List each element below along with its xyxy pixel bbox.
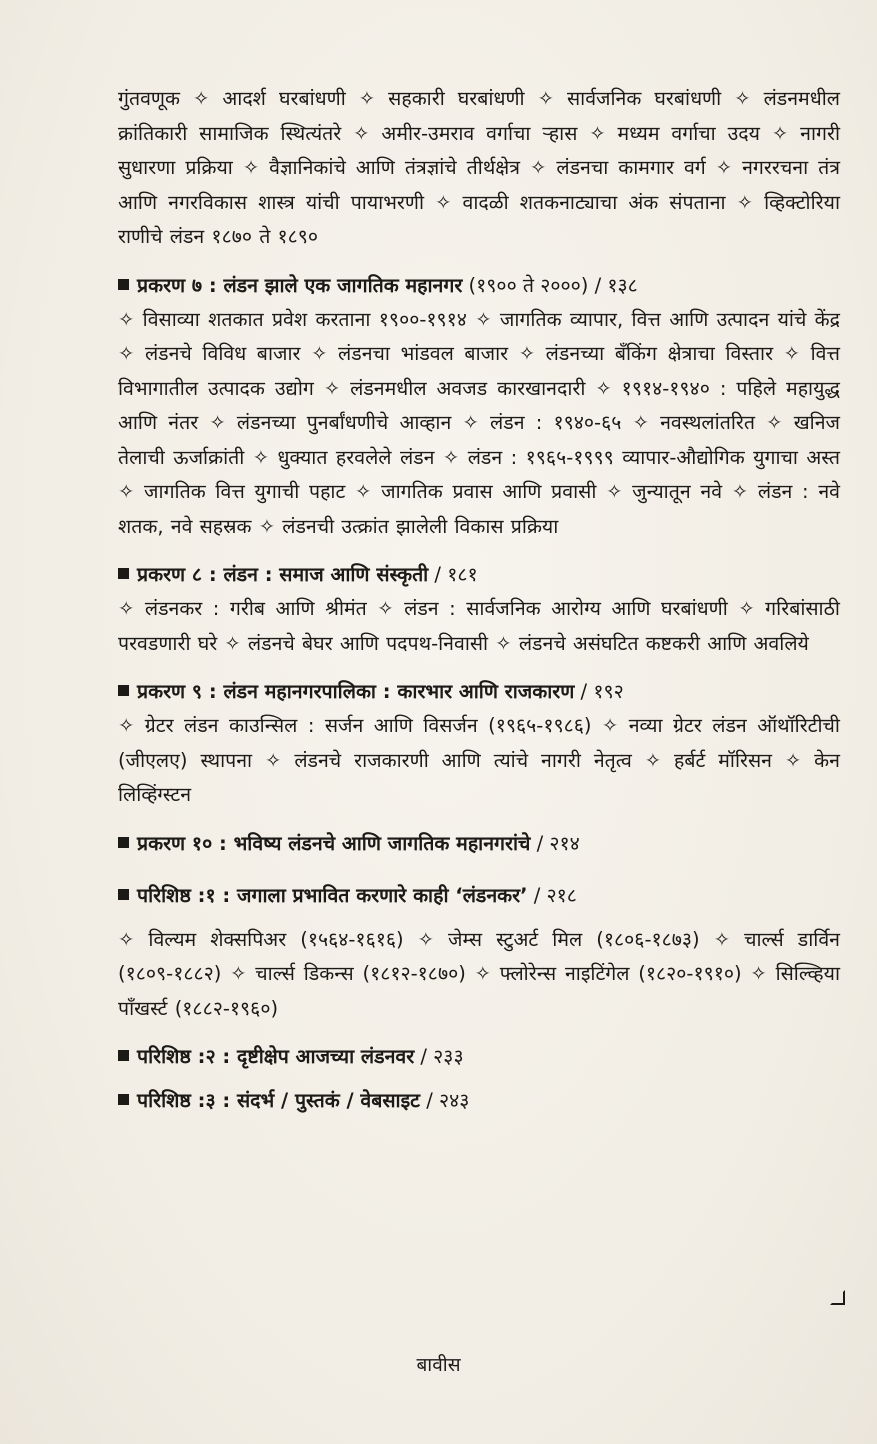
chapter-6-topics: गुंतवणूक ✧ आदर्श घरबांधणी ✧ सहकारी घरबांधणी ✧ सार्वजनिक घरबांधणी ✧ लंडनमधील क्रांतिकारी सामाजिक स्थित्यंतरे ✧ अमीर-उमराव वर्गाचा ऱ्हास ✧ मध्यम वर्गाचा उदय ✧ नागरी सुधारणा प्रक्रिया ✧ वैज्ञानिकांचे आणि तंत्रज्ञांचे तीर्थक्षेत्र ✧ लंडनचा कामगार वर्ग ✧ नगररचना तंत्र आणि नगरविकास शास्त्र यांची पायाभरणी ✧ वादळी शतकनाट्याचा अंक संपताना ✧ व्हिक्टोरिया राणीचे लंडन १८७० ते १८९०	[118, 87, 840, 248]
chapter-7-heading	[118, 269, 840, 303]
chapter-10-heading	[118, 827, 840, 861]
appendix-2-page: / २३३	[414, 1045, 464, 1068]
bullet-square-icon	[118, 837, 129, 848]
chapter-8-page: / १८१	[428, 563, 478, 586]
appendix-2-heading	[118, 1040, 840, 1074]
end-mark-icon	[830, 1290, 845, 1305]
chapter-10-title: प्रकरण १० : भविष्य लंडनचे आणि जागतिक महानगरांचे	[137, 831, 531, 855]
appendix-1-heading	[118, 879, 840, 913]
bullet-square-icon	[118, 685, 129, 696]
chapter-8-heading	[118, 558, 840, 592]
page-number: बावीस	[416, 1354, 461, 1376]
appendix-1-topics: ✧ विल्यम शेक्सपिअर (१५६४-१६१६) ✧ जेम्स स्टुअर्ट मिल (१८०६-१८७३) ✧ चार्ल्स डार्विन (१८०९-१८८२) ✧ चार्ल्स डिकन्स (१८१२-१८७०) ✧ फ्लोरेन्स नाइटिंगेल (१८२०-१९१०) ✧ सिल्व्हिया पॉंखर्स्ट (१८८२-१९६०)	[118, 927, 840, 1020]
appendix-1-title: परिशिष्ठ :१ : जगाला प्रभावित करणारे काही ‘लंडनकर’	[137, 883, 528, 907]
chapter-7-page: (१९०० ते २०००) / १३८	[462, 273, 638, 297]
chapter-8-topics: ✧ लंडनकर : गरीब आणि श्रीमंत ✧ लंडन : सार्वजनिक आरोग्य आणि घरबांधणी ✧ गरिबांसाठी परवडणारी घरे ✧ लंडनचे बेघर आणि पदपथ-निवासी ✧ लंडनचे असंघटित कष्टकरी आणि अवलिये	[118, 597, 840, 655]
appendix-3-heading	[118, 1084, 840, 1118]
bullet-square-icon	[118, 568, 129, 579]
chapter-10-page: / २१४	[530, 831, 580, 855]
appendix-2-title: परिशिष्ठ :२ : दृष्टीक्षेप आजच्या लंडनवर	[137, 1045, 415, 1068]
chapter-7-title: प्रकरण ७ : लंडन झाले एक जागतिक महानगर	[137, 273, 463, 297]
bullet-square-icon	[118, 279, 129, 290]
table-of-contents	[118, 82, 840, 1118]
chapter-9-heading	[118, 675, 840, 709]
chapter-7-topics: ✧ विसाव्या शतकात प्रवेश करताना १९००-१९१४ ✧ जागतिक व्यापार, वित्त आणि उत्पादन यांचे केंद्र ✧ लंडनचे विविध बाजार ✧ लंडनचा भांडवल बाजार ✧ लंडनच्या बँकिंग क्षेत्राचा विस्तार ✧ वित्त विभागातील उत्पादक उद्योग ✧ लंडनमधील अवजड कारखानदारी ✧ १९१४-१९४० : पहिले महायुद्ध आणि नंतर ✧ लंडनच्या पुनर्बांधणीचे आव्हान ✧ लंडन : १९४०-६५ ✧ नवस्थलांतरित ✧ खनिज तेलाची ऊर्जाक्रांती ✧ धुक्यात हरवलेले लंडन ✧ लंडन : १९६५-१९९९ व्यापार-औद्योगिक युगाचा अस्त ✧ जागतिक वित्त युगाची पहाट ✧ जागतिक प्रवास आणि प्रवासी ✧ जुन्यातून नवे ✧ लंडन : नवे शतक, नवे सहस्रक ✧ लंडनची उत्क्रांत झालेली विकास प्रक्रिया	[118, 307, 840, 538]
chapter-8-title: प्रकरण ८ : लंडन : समाज आणि संस्कृती	[137, 563, 429, 586]
appendix-3-title: परिशिष्ठ :३ : संदर्भ / पुस्तकं / वेबसाइट	[137, 1089, 421, 1112]
chapter-9-topics: ✧ ग्रेटर लंडन काउन्सिल : सर्जन आणि विसर्जन (१९६५-१९८६) ✧ नव्या ग्रेटर लंडन ऑथॉरिटीची (जीएलए) स्थापना ✧ लंडनचे राजकारणी आणि त्यांचे नागरी नेतृत्व ✧ हर्बर्ट मॉरिसन ✧ केन लिव्हिंग्स्टन	[118, 714, 840, 806]
bullet-square-icon	[118, 1094, 129, 1105]
bullet-square-icon	[118, 1050, 129, 1061]
appendix-1-page: / २१८	[527, 883, 577, 907]
bullet-square-icon	[118, 889, 129, 900]
chapter-9-page: / १९२	[574, 680, 624, 703]
appendix-3-page: / २४३	[420, 1089, 470, 1112]
chapter-9-title: प्रकरण ९ : लंडन महानगरपालिका : कारभार आणि राजकारण	[137, 680, 575, 703]
